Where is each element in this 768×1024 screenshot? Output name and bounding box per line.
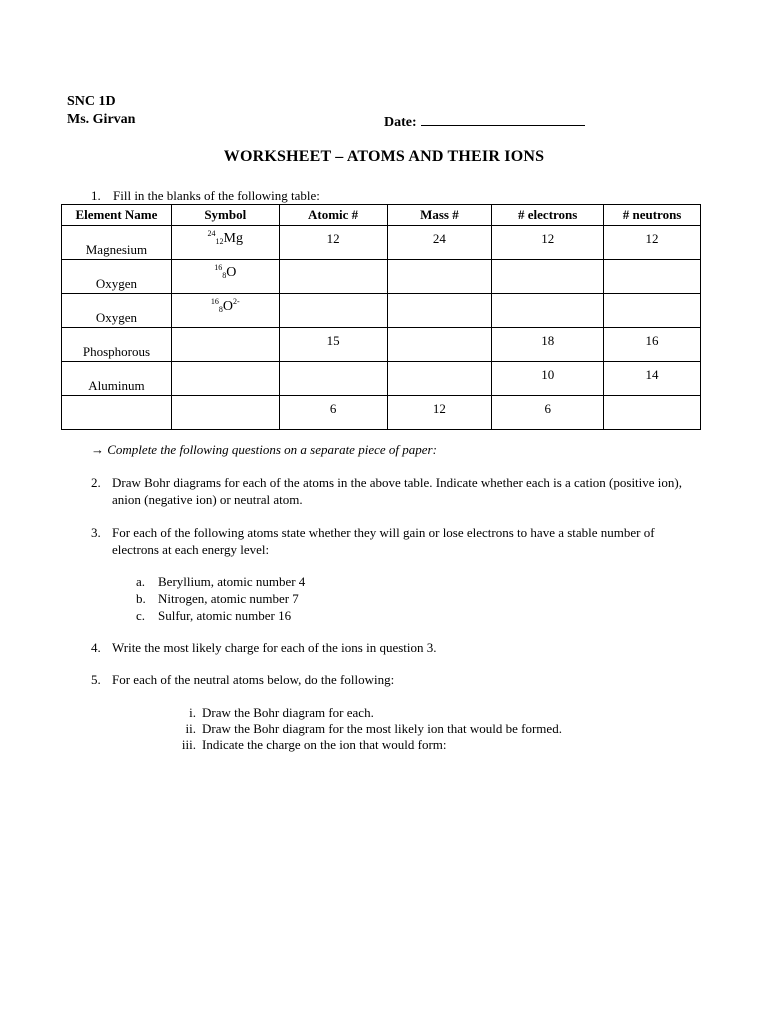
isotope-symbol <box>211 294 240 315</box>
isotope-symbol <box>208 226 243 247</box>
atomic-number-subscript: 8 <box>218 305 223 314</box>
cell-atomic-number <box>279 328 387 362</box>
header-element-name: Element Name <box>62 205 172 226</box>
cell-electrons <box>492 362 604 396</box>
list-item <box>136 607 305 624</box>
item-text: Draw the Bohr diagram for each. <box>202 705 374 720</box>
course-code: SNC 1D <box>67 94 116 109</box>
mass-number-superscript: 16 <box>214 263 223 272</box>
header-atomic-number: Atomic # <box>279 205 387 226</box>
header-electrons: # electrons <box>492 205 604 226</box>
question-text: For each of the neutral atoms below, do the following: <box>112 672 395 687</box>
cell-neutrons[interactable] <box>604 260 701 294</box>
cell-value <box>604 396 700 401</box>
cell-value: 14 <box>645 367 659 382</box>
question-3-items <box>136 573 305 624</box>
cell-value: 16 <box>645 333 659 348</box>
table-row <box>62 226 701 260</box>
question-number: 1. <box>91 188 101 203</box>
item-label: ii. <box>185 721 196 736</box>
list-item <box>168 721 562 737</box>
worksheet-title: WORKSHEET – ATOMS AND THEIR IONS <box>223 148 545 165</box>
teacher-name: Ms. Girvan <box>67 112 136 127</box>
cell-atomic-number <box>279 226 387 260</box>
cell-element-name: Oxygen <box>62 260 172 294</box>
cell-symbol[interactable] <box>171 362 279 396</box>
cell-symbol[interactable] <box>171 396 279 430</box>
item-label: iii. <box>181 737 196 752</box>
element-table <box>61 204 701 430</box>
item-text: Beryllium, atomic number 4 <box>158 574 306 589</box>
item-text: Sulfur, atomic number 16 <box>158 608 292 623</box>
cell-value <box>604 294 700 299</box>
list-item <box>136 573 305 590</box>
cell-value: 24 <box>432 231 446 246</box>
date-field <box>384 112 585 131</box>
instruction-note: → Complete the following questions on a separate piece of paper: <box>91 442 437 457</box>
cell-neutrons[interactable] <box>604 396 701 430</box>
cell-mass-number[interactable] <box>387 362 492 396</box>
question-2 <box>91 474 701 508</box>
cell-symbol <box>171 260 279 294</box>
cell-value: 6 <box>329 401 337 416</box>
question-number: 2. <box>91 475 101 490</box>
isotope-symbol <box>214 260 236 281</box>
question-text: Fill in the blanks of the following table: <box>113 188 320 203</box>
item-text: Indicate the charge on the ion that would form: <box>202 737 447 752</box>
element-letter: O <box>222 299 233 314</box>
cell-atomic-number[interactable] <box>279 294 387 328</box>
question-number: 4. <box>91 640 101 655</box>
question-3 <box>91 524 701 558</box>
cell-value: 10 <box>541 367 555 382</box>
header-neutrons: # neutrons <box>604 205 701 226</box>
cell-value: 12 <box>432 401 446 416</box>
item-label: c. <box>136 608 146 623</box>
header-symbol: Symbol <box>171 205 279 226</box>
list-item <box>168 737 562 753</box>
cell-electrons <box>492 328 604 362</box>
cell-mass-number <box>387 226 492 260</box>
cell-value <box>492 294 603 299</box>
table-row <box>62 328 701 362</box>
table-row <box>62 362 701 396</box>
cell-value <box>388 328 492 333</box>
cell-atomic-number[interactable] <box>279 362 387 396</box>
cell-value: 6 <box>544 401 551 416</box>
mass-number-superscript: 24 <box>207 229 216 238</box>
cell-neutrons <box>604 328 701 362</box>
cell-symbol <box>171 294 279 328</box>
list-item <box>136 590 305 607</box>
cell-value <box>280 294 387 299</box>
ion-charge-superscript: 2- <box>233 297 240 306</box>
cell-element-name: Aluminum <box>62 362 172 396</box>
cell-mass-number[interactable] <box>387 294 492 328</box>
item-text: Nitrogen, atomic number 7 <box>158 591 299 606</box>
question-text: For each of the following atoms state whether they will gain or lose electrons to have a stable number of electrons at each energy level: <box>112 525 655 557</box>
list-item <box>168 705 562 721</box>
cell-electrons[interactable] <box>492 294 604 328</box>
table-row <box>62 396 701 430</box>
cell-neutrons <box>604 226 701 260</box>
cell-value: 18 <box>541 333 555 348</box>
cell-value: 15 <box>326 333 340 348</box>
cell-electrons[interactable] <box>492 260 604 294</box>
cell-electrons <box>492 226 604 260</box>
cell-value <box>388 294 492 299</box>
mass-number-superscript: 16 <box>210 297 219 306</box>
question-1 <box>91 188 320 204</box>
question-number: 3. <box>91 525 101 540</box>
cell-element-name: Phosphorous <box>62 328 172 362</box>
cell-neutrons[interactable] <box>604 294 701 328</box>
atomic-number-subscript: 8 <box>222 271 227 280</box>
question-text: Write the most likely charge for each of the ions in question 3. <box>112 640 437 655</box>
cell-element-name: Oxygen <box>62 294 172 328</box>
cell-value: 12 <box>326 231 340 246</box>
cell-mass-number[interactable] <box>387 260 492 294</box>
question-5 <box>91 671 701 688</box>
element-letter: Mg <box>223 231 243 246</box>
cell-neutrons <box>604 362 701 396</box>
table-row <box>62 294 701 328</box>
cell-value <box>388 260 492 265</box>
cell-symbol <box>171 226 279 260</box>
cell-atomic-number <box>279 396 387 430</box>
question-5-items <box>168 705 562 753</box>
cell-value <box>388 362 492 367</box>
cell-value <box>280 362 387 367</box>
cell-value <box>280 260 387 265</box>
cell-value <box>492 260 603 265</box>
cell-electrons <box>492 396 604 430</box>
cell-mass-number[interactable] <box>387 328 492 362</box>
atomic-number-subscript: 12 <box>215 237 224 246</box>
item-label: a. <box>136 574 146 589</box>
cell-atomic-number[interactable] <box>279 260 387 294</box>
item-text: Draw the Bohr diagram for the most likely ion that would be formed. <box>202 721 562 736</box>
cell-value <box>604 260 700 265</box>
element-letter: O <box>226 265 237 280</box>
cell-element-name: Magnesium <box>62 226 172 260</box>
date-blank-line <box>421 112 585 126</box>
cell-value: 12 <box>645 231 659 246</box>
cell-value: 12 <box>541 231 555 246</box>
cell-symbol[interactable] <box>171 328 279 362</box>
cell-mass-number <box>387 396 492 430</box>
table-row <box>62 260 701 294</box>
item-label: i. <box>189 705 196 720</box>
question-number: 5. <box>91 672 101 687</box>
header-mass-number: Mass # <box>387 205 492 226</box>
question-text: Draw Bohr diagrams for each of the atoms in the above table. Indicate whether each is a cation (positive ion), anion (negative ion) or neutral atom. <box>112 475 682 507</box>
date-label: Date: <box>384 115 417 130</box>
cell-element-name[interactable] <box>62 396 172 430</box>
item-label: b. <box>136 591 146 606</box>
table-header-row <box>62 205 701 226</box>
question-4 <box>91 639 701 656</box>
